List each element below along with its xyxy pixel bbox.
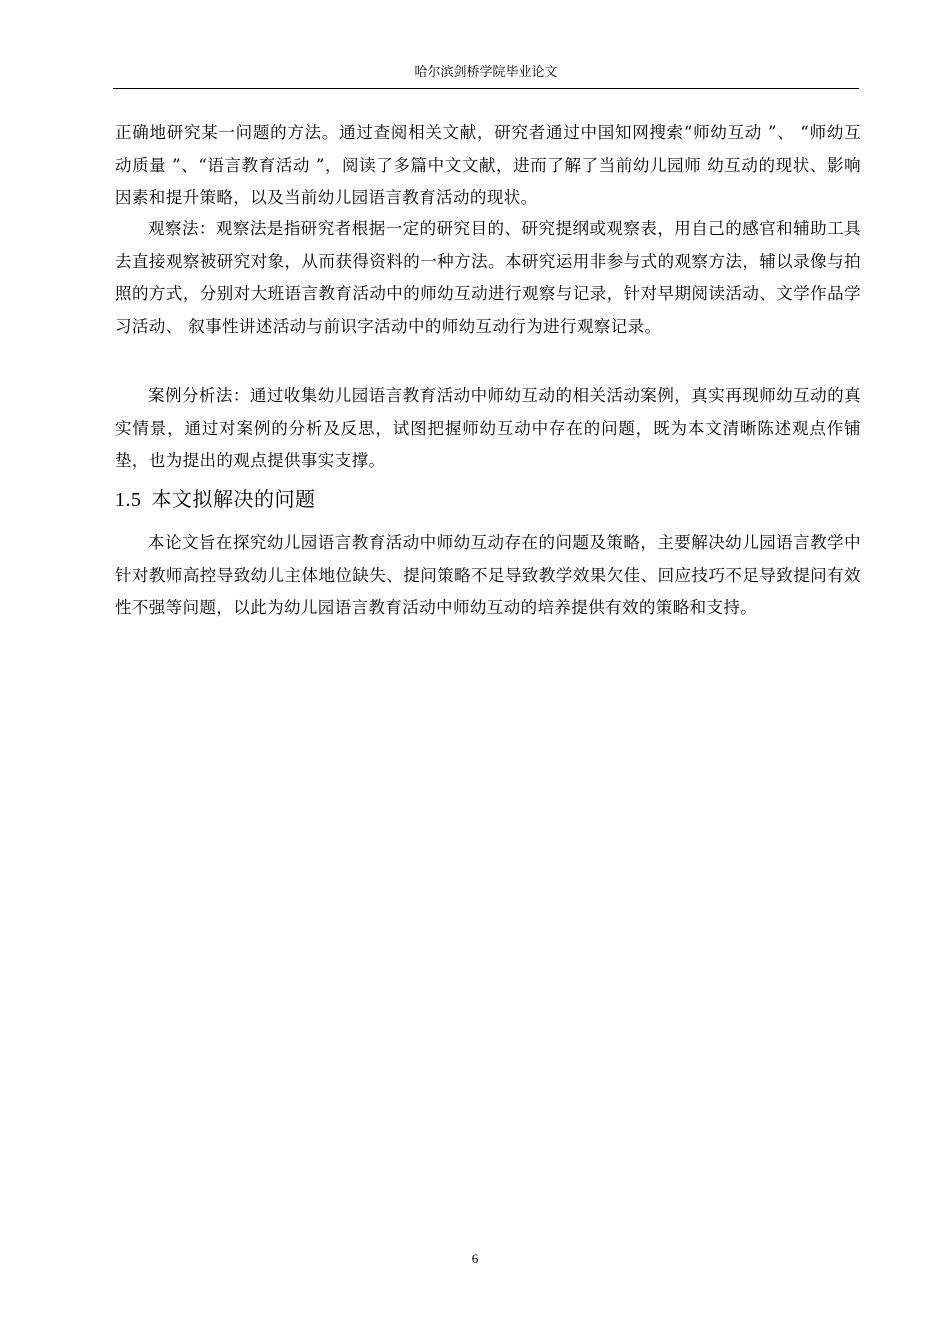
paragraph-case-analysis-method: 案例分析法：通过收集幼儿园语言教育活动中师幼互动的相关活动案例，真实再现师幼互动的真实情景，通过对案例的分析及反思，试图把握师幼互动中存在的问题，既为本文清晰陈述观点作铺垫，也为提出的观点提供事实支撑。: [115, 386, 861, 470]
paragraph-observation: [115, 213, 861, 343]
section-title: 本文拟解决的问题: [151, 487, 316, 511]
paragraph-problems-text: 本论文旨在探究幼儿园语言教育活动中师幼互动存在的问题及策略，主要解决幼儿园语言教学中针对教师高控导致幼儿主体地位缺失、提问策略不足导致教学效果欠佳、回应技巧不足导致提问有效性不强等问题，以此为幼儿园语言教育活动中师幼互动的培养提供有效的策略和支持。: [115, 533, 861, 617]
paragraph-continued: [115, 117, 861, 215]
section-number: 1.5: [115, 489, 142, 511]
paragraph-case-analysis: [115, 380, 861, 478]
header-title: 哈尔滨剑桥学院毕业论文: [414, 65, 558, 80]
page-header: [113, 64, 859, 89]
section-heading: [115, 481, 316, 518]
paragraph-literature-method: 正确地研究某一问题的方法。通过查阅相关文献，研究者通过中国知网搜索“师幼互动 ”、 “师幼互动质量 ”、“语言教育活动 ”，阅读了多篇中文文献，进而了解了当前幼儿园师 幼互动的现状、影响因素和提升策略，以及当前幼儿园语言教育活动的现状。: [115, 123, 861, 207]
paragraph-problems: [115, 527, 861, 625]
paragraph-observation-method: 观察法：观察法是指研究者根据一定的研究目的、研究提纲或观察表，用自己的感官和辅助工具去直接观察被研究对象，从而获得资料的一种方法。本研究运用非参与式的观察方法，辅以录像与拍照的方式，分别对大班语言教育活动中的师幼互动进行观察与记录，针对早期阅读活动、文学作品学习活动、 叙事性讲述活动与前识字活动中的师幼互动行为进行观察记录。: [115, 219, 861, 336]
page-number: 6: [471, 1251, 479, 1266]
